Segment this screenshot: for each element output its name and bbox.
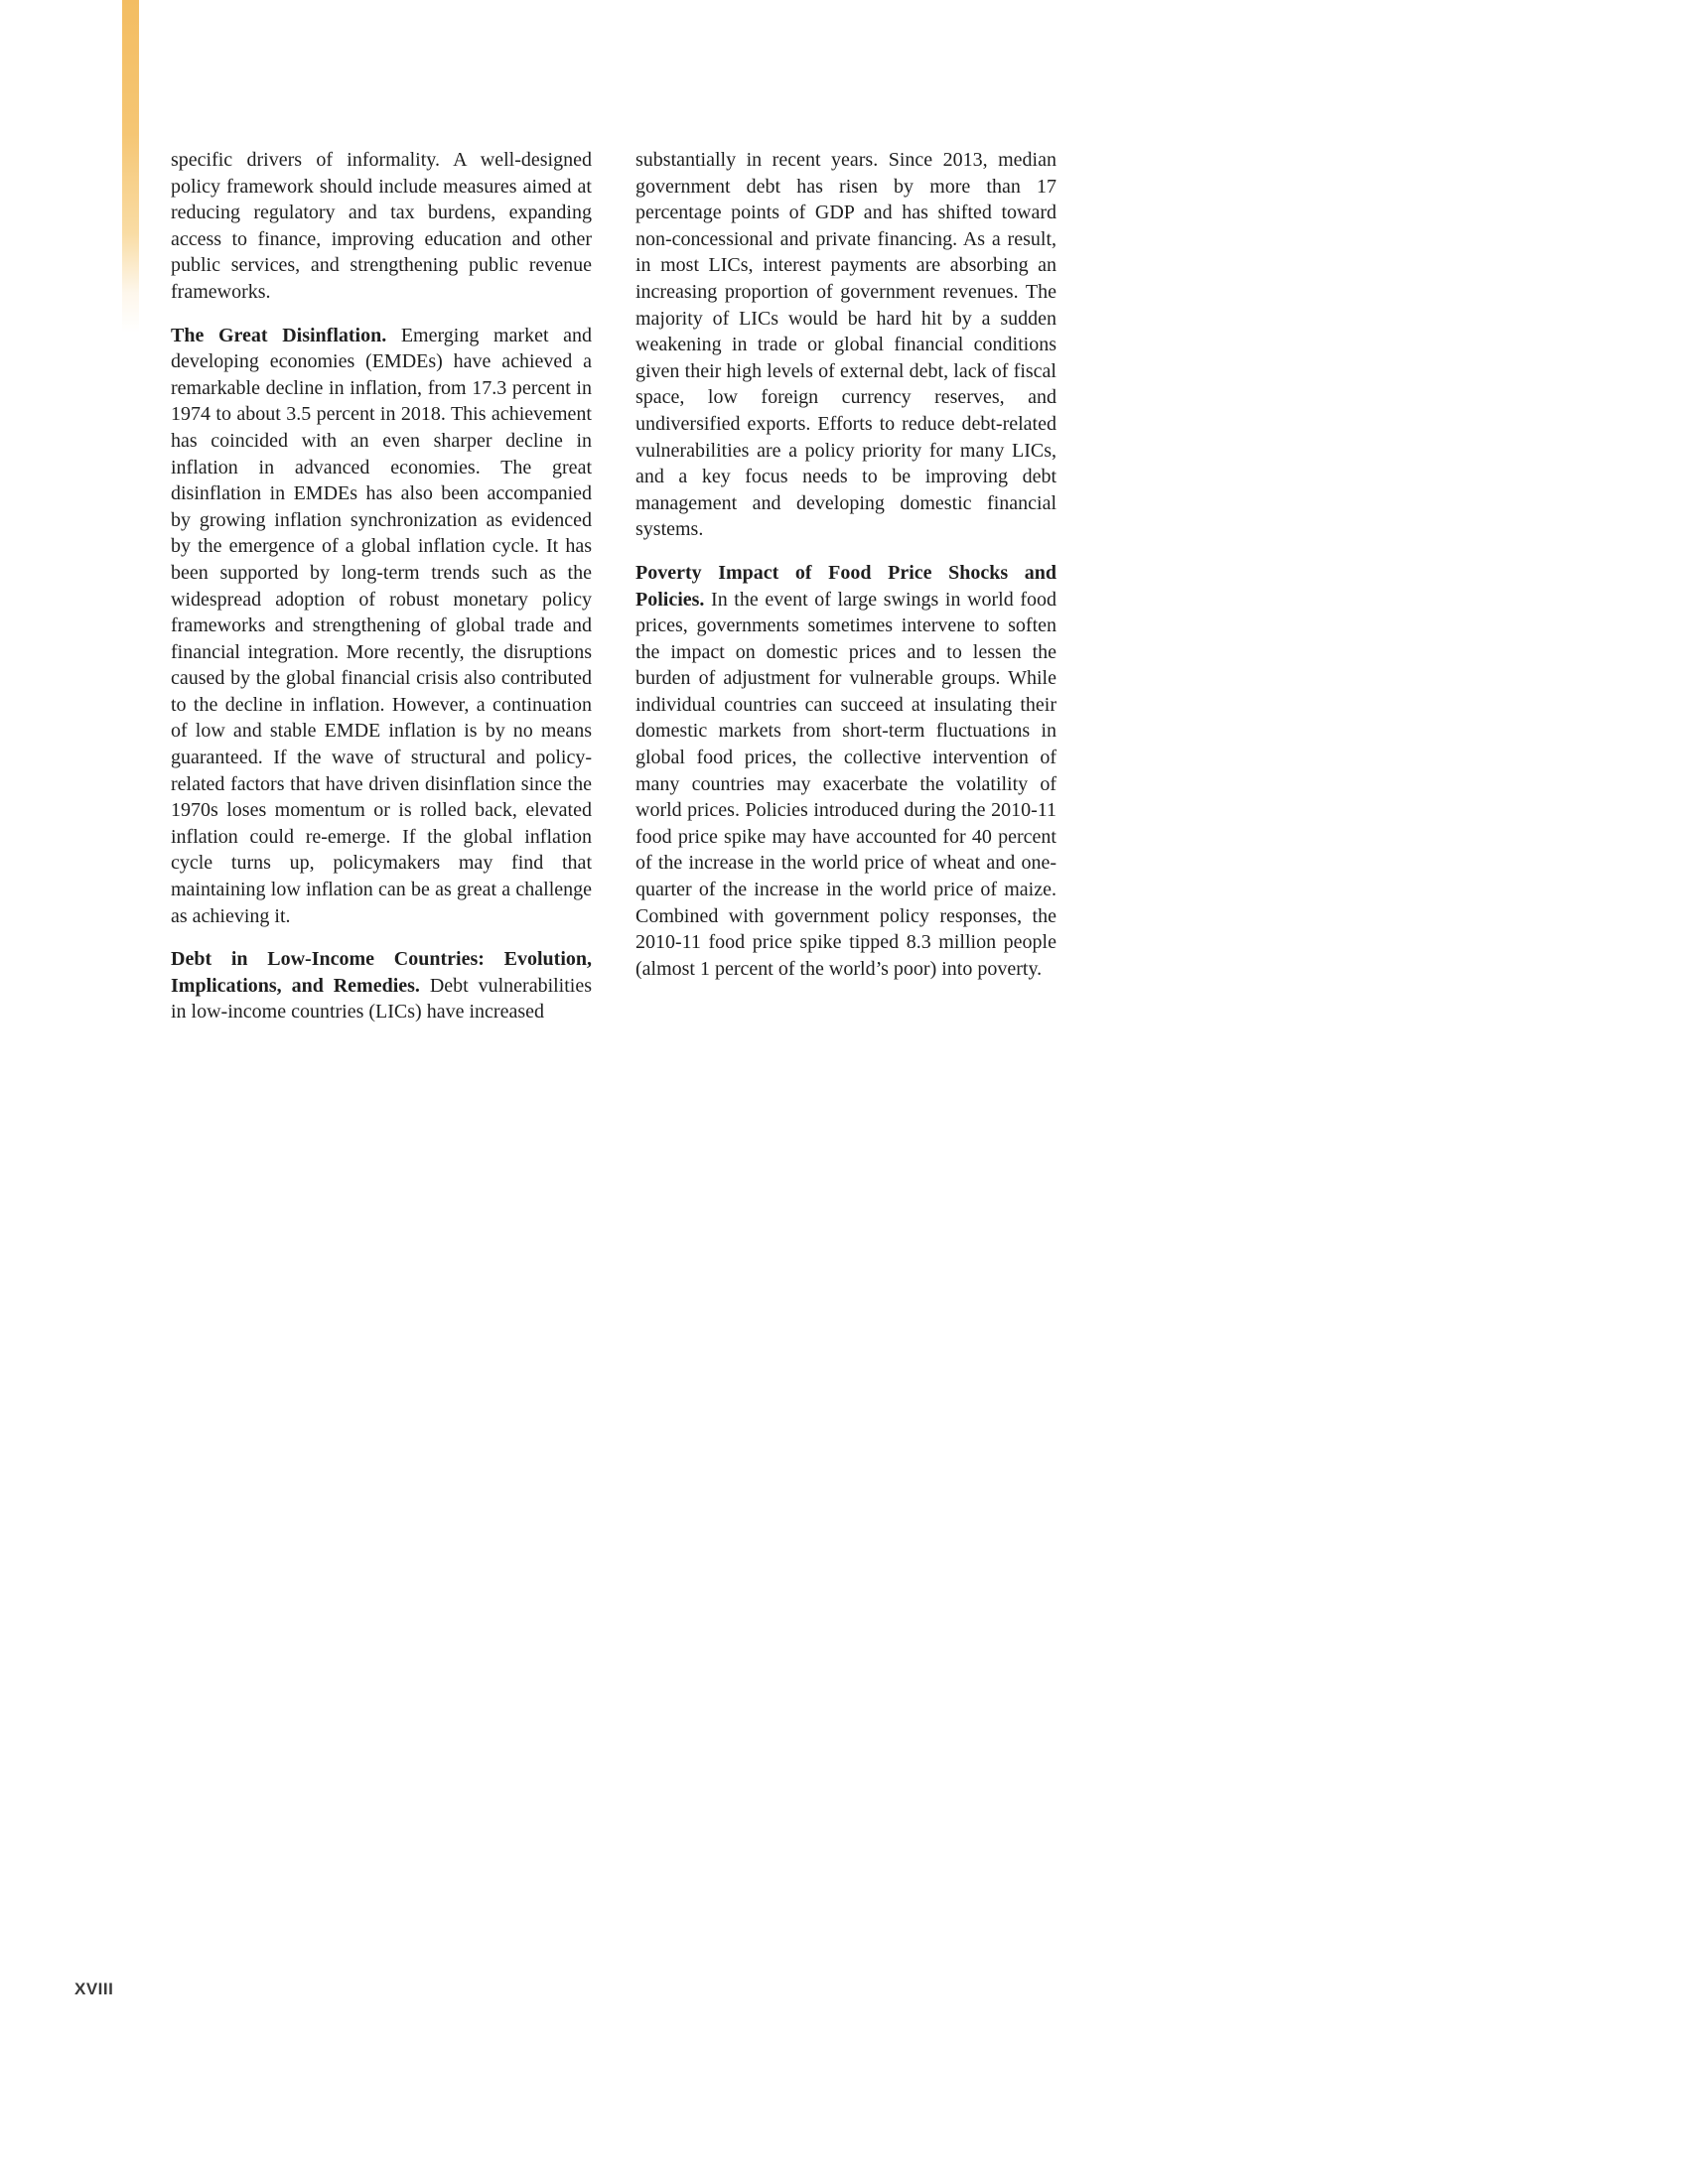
paragraph-lead: The Great Disinflation. <box>171 324 387 346</box>
paragraph-poverty-impact <box>635 560 1056 983</box>
paragraph-continuation <box>171 147 592 306</box>
paragraph-text: In the event of large swings in world food prices, governments sometimes intervene to soften the impact on domestic prices and to lessen the burden of adjustment for vulnerable groups. While individual countries can succeed at insulating their domestic markets from short-term fluctuations in global food prices, the collective intervention of many countries may exacerbate the volatility of world prices. Policies introduced during the 2010-11 food price spike may have accounted for 40 percent of the increase in the world price of wheat and one-quarter of the increase in the world price of maize. Combined with government policy responses, the 2010-11 food price spike tipped 8.3 million people (almost 1 percent of the world’s poor) into poverty. <box>635 588 1056 980</box>
paragraph-text: Emerging market and developing economies (EMDEs) have achieved a remarkable decline in inflation, from 17.3 percent in 1974 to about 3.5 percent in 2018. This achievement has coincided with an even sharper decline in inflation in advanced economies. The great disinflation in EMDEs has also been accompanied by growing inflation synchronization as evidenced by the emergence of a global inflation cycle. It has been supported by long-term trends such as the widespread adoption of robust monetary policy frameworks and strengthening of global trade and financial integration. More recently, the disruptions caused by the global financial crisis also contributed to the decline in inflation. However, a continuation of low and stable EMDE inflation is by no means guaranteed. If the wave of structural and policy-related factors that have driven disinflation since the 1970s loses momentum or is rolled back, elevated inflation could re-emerge. If the global inflation cycle turns up, policymakers may find that maintaining low inflation can be as great a challenge as achieving it. <box>171 324 592 927</box>
paragraph-great-disinflation <box>171 323 592 930</box>
two-column-text-block <box>171 147 1056 1025</box>
paragraph-text: specific drivers of informality. A well-designed policy framework should include measures aimed at reducing regulatory and tax burdens, expanding access to finance, improving education and other public services, and strengthening public revenue frameworks. <box>171 149 592 303</box>
paragraph-text: Debt vulnerabilities in low-income countries (LICs) have increased <box>171 974 593 1024</box>
paragraph-debt-lic <box>171 946 592 1025</box>
paragraph-lead: Poverty Impact of Food Price Shocks and Policies. <box>635 561 1056 611</box>
paragraph-debt-continuation <box>635 147 1056 543</box>
left-column <box>171 147 592 1025</box>
page-number: XVIII <box>74 1979 114 1998</box>
paragraph-lead: Debt in Low-Income Countries: Evolution, Implications, and Remedies. <box>171 948 592 997</box>
right-column <box>635 147 1056 1025</box>
decorative-gold-bar <box>122 0 139 333</box>
paragraph-text: substantially in recent years. Since 2013, median government debt has risen by more than 17 percentage points of GDP and has shifted toward non-concessional and private financing. As a result, in most LICs, interest payments are absorbing an increasing proportion of government revenues. The majority of LICs would be hard hit by a sudden weakening in trade or global financial conditions given their high levels of external debt, lack of fiscal space, low foreign currency reserves, and undiversified exports. Efforts to reduce debt-related vulnerabilities are a policy priority for many LICs, and a key focus needs to be improving debt management and developing domestic financial systems. <box>635 149 1056 541</box>
